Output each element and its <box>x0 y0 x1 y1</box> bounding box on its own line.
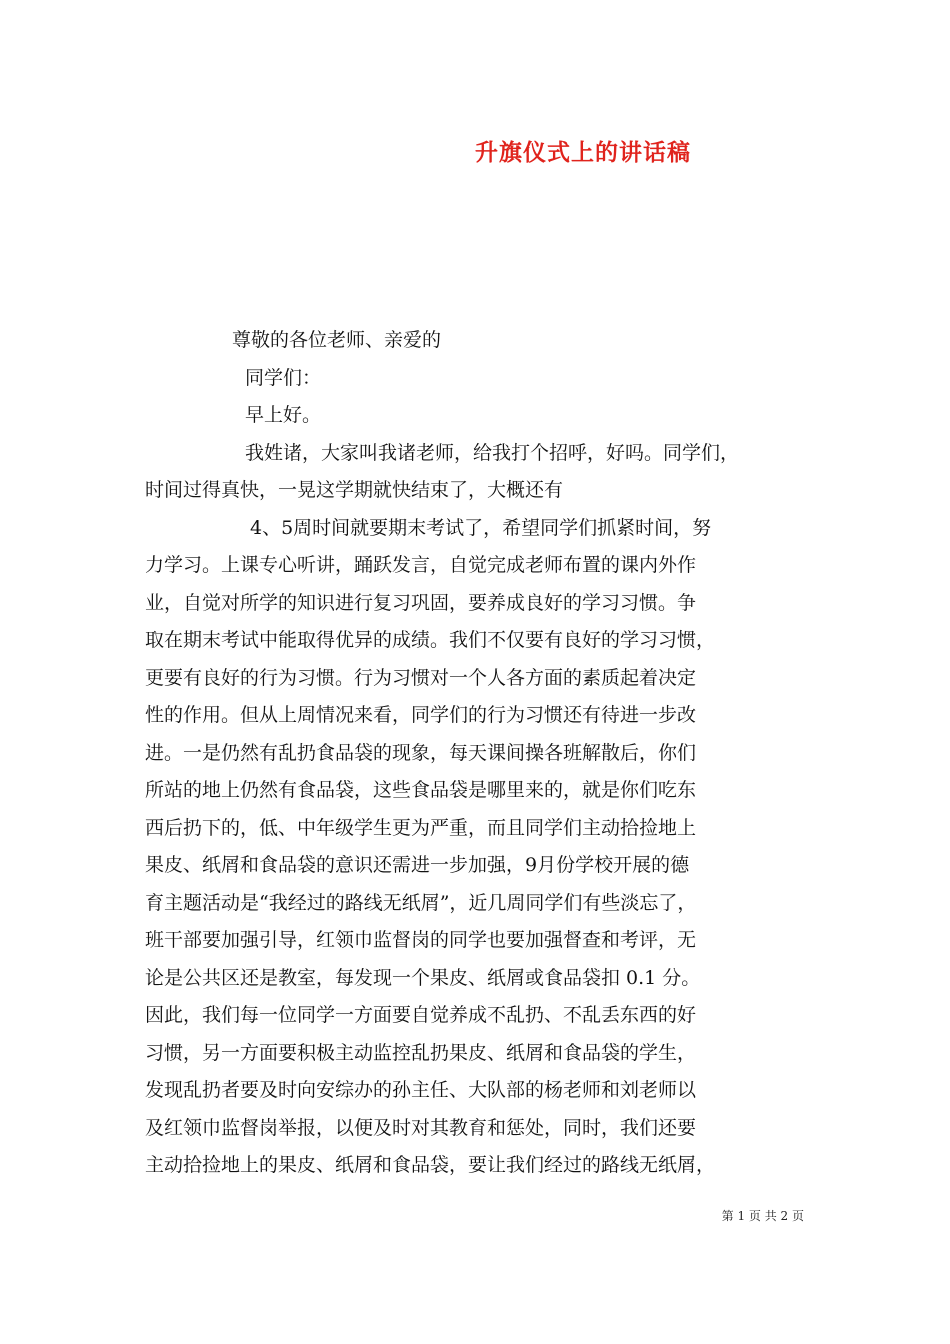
paragraph-line: 业，自觉对所学的知识进行复习巩固，要养成良好的学习习惯。争 <box>145 591 697 614</box>
paragraph-line: 我姓诸，大家叫我诸老师，给我打个招呼，好吗。同学们， <box>245 441 740 464</box>
paragraph-line: 力学习。上课专心听讲，踊跃发言，自觉完成老师布置的课内外作 <box>145 554 697 576</box>
paragraph-line: 更要有良好的行为习惯。行为习惯对一个人各方面的素质起着决定 <box>145 666 697 689</box>
document-title: 升旗仪式上的讲话稿 <box>475 139 691 166</box>
paragraph-line: 发现乱扔者要及时向安综办的孙主任、大队部的杨老师和刘老师以 <box>145 1079 697 1101</box>
paragraph-line: 时间过得真快，一晃这学期就快结束了，大概还有 <box>145 479 564 501</box>
paragraph-line: 论是公共区还是教室，每发现一个果皮、纸屑或食品袋扣 0.1 分。 <box>145 966 701 989</box>
document-body <box>145 322 825 1185</box>
paragraph-line: 班干部要加强引导，红领巾监督岗的同学也要加强督查和考评，无 <box>145 929 697 951</box>
paragraph-2 <box>145 510 825 1185</box>
greeting-line: 早上好。 <box>245 404 322 426</box>
paragraph-line: 4、5周时间就要期末考试了，希望同学们抓紧时间，努 <box>250 516 712 539</box>
paragraph-line: 性的作用。但从上周情况来看，同学们的行为习惯还有待进一步改 <box>145 704 697 726</box>
paragraph-line: 所站的地上仍然有食品袋，这些食品袋是哪里来的，就是你们吃东 <box>145 779 697 801</box>
salutation-line-1: 尊敬的各位老师、亲爱的 <box>232 329 442 351</box>
paragraph-line: 果皮、纸屑和食品袋的意识还需进一步加强，9月份学校开展的德 <box>145 854 690 876</box>
page-number-footer: 第 1 页 共 2 页 <box>721 1209 804 1223</box>
paragraph-line: 及红领巾监督岗举报，以便及时对其教育和惩处，同时，我们还要 <box>145 1116 697 1139</box>
paragraph-line: 主动拾捡地上的果皮、纸屑和食品袋，要让我们经过的路线无纸屑， <box>145 1154 716 1176</box>
paragraph-line: 育主题活动是“我经过的路线无纸屑”，近几周同学们有些淡忘了， <box>145 891 697 914</box>
paragraph-line: 因此，我们每一位同学一方面要自觉养成不乱扔、不乱丢东西的好 <box>145 1004 697 1026</box>
paragraph-line: 取在期末考试中能取得优异的成绩。我们不仅要有良好的学习习惯， <box>145 629 716 651</box>
paragraph-line: 进。一是仍然有乱扔食品袋的现象，每天课间操各班解散后，你们 <box>145 741 697 764</box>
paragraph-line: 西后扔下的，低、中年级学生更为严重，而且同学们主动拾捡地上 <box>145 816 697 839</box>
paragraph-line: 习惯，另一方面要积极主动监控乱扔果皮、纸屑和食品袋的学生， <box>145 1041 697 1064</box>
paragraph-1 <box>145 435 825 510</box>
salutation-line-2: 同学们： <box>245 366 322 389</box>
